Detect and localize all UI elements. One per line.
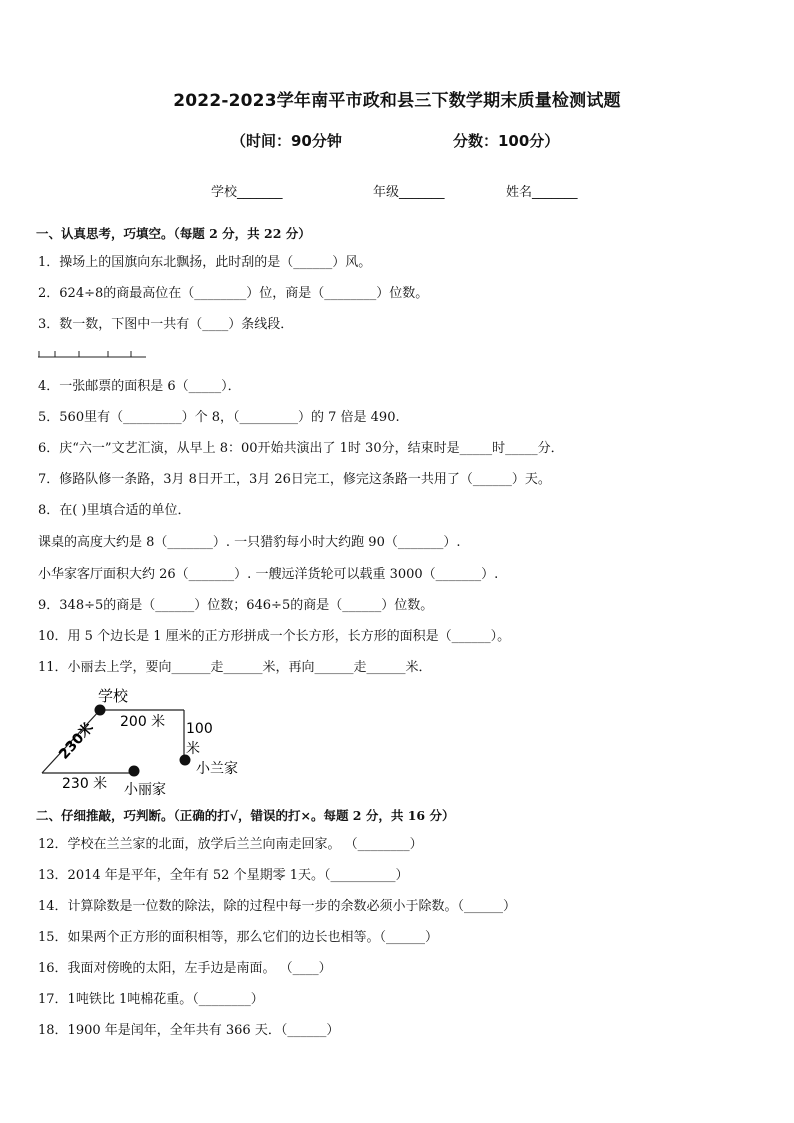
xiaolan-home-label: 小兰家	[196, 761, 238, 777]
question-8: 8．在( )里填合适的单位．	[38, 503, 191, 518]
distance-230-label: 230 米	[62, 776, 108, 792]
exam-score: 分数：100分）	[453, 132, 560, 150]
school-point	[95, 705, 106, 716]
question-12: 12．学校在兰兰家的北面，放学后兰兰向南走回家。 （________）	[38, 837, 423, 852]
question-18: 18．1900 年是闰年，全年共有 366 天．（______）	[38, 1023, 340, 1038]
question-2: 2．624÷8的商最高位在（________）位，商是（________）位数。	[38, 286, 429, 301]
question-7: 7．修路队修一条路，3月 8日开工，3月 26日完工，修完这条路一共用了（______）天。	[38, 472, 551, 487]
line-segment-figure	[38, 348, 148, 360]
xiaoli-home-label: 小丽家	[124, 782, 166, 798]
question-5: 5．560里有（_________）个 8，（_________）的 7 倍是 490.	[38, 410, 400, 425]
question-8-row-2: 小华家客厅面积大约 26（_______）. 一艘远洋货轮可以载重 3000（_______）.	[38, 567, 499, 582]
question-1: 1．操场上的国旗向东北飘扬，此时刮的是（______）风。	[38, 255, 372, 270]
question-15: 15．如果两个正方形的面积相等，那么它们的边长也相等。（______）	[38, 930, 439, 945]
question-6: 6．庆“六一”文艺汇演，从早上 8：00开始共演出了 1时 30分，结束时是_____时_____分．	[38, 441, 564, 456]
name-field[interactable]: 姓名_______	[506, 185, 578, 200]
distance-200-label: 200 米	[120, 714, 166, 730]
question-16: 16．我面对傍晚的太阳，左手边是南面。 （____）	[38, 961, 332, 976]
distance-230-diagonal-label: 230米	[56, 719, 97, 763]
question-13: 13．2014 年是平年，全年有 52 个星期零 1天。（__________）	[38, 868, 409, 883]
xiaoli-home-point	[129, 766, 140, 777]
question-3: 3．数一数，下图中一共有（____）条线段．	[38, 317, 294, 332]
distance-100-label: 100	[186, 721, 213, 737]
school-field[interactable]: 学校_______	[211, 185, 283, 200]
question-17: 17．1吨铁比 1吨棉花重。（________）	[38, 992, 264, 1007]
question-11: 11．小丽去上学，要向______走______米，再向______走______米．	[38, 660, 432, 675]
school-label: 学校	[98, 687, 129, 705]
grade-field[interactable]: 年级_______	[373, 185, 445, 200]
route-diagram	[34, 684, 264, 800]
question-9: 9．348÷5的商是（______）位数；646÷5的商是（______）位数。	[38, 598, 434, 613]
question-8-row-1: 课桌的高度大约是 8（_______）. 一只猎豹每小时大约跑 90（_______）.	[38, 535, 461, 550]
exam-time: （时间：90分钟	[231, 132, 342, 150]
page-title: 2022-2023学年南平市政和县三下数学期末质量检测试题	[173, 91, 621, 111]
distance-100-unit: 米	[186, 741, 200, 757]
section-1-heading: 一、认真思考，巧填空。（每题 2 分，共 22 分）	[36, 226, 311, 241]
section-2-heading: 二、仔细推敲，巧判断。（正确的打√，错误的打×。每题 2 分，共 16 分）	[36, 808, 455, 823]
question-4: 4．一张邮票的面积是 6（_____）．	[38, 379, 241, 394]
question-14: 14．计算除数是一位数的除法，除的过程中每一步的余数必须小于除数。（______）	[38, 899, 517, 914]
question-10: 10．用 5 个边长是 1 厘米的正方形拼成一个长方形，长方形的面积是（______）。	[38, 629, 511, 644]
